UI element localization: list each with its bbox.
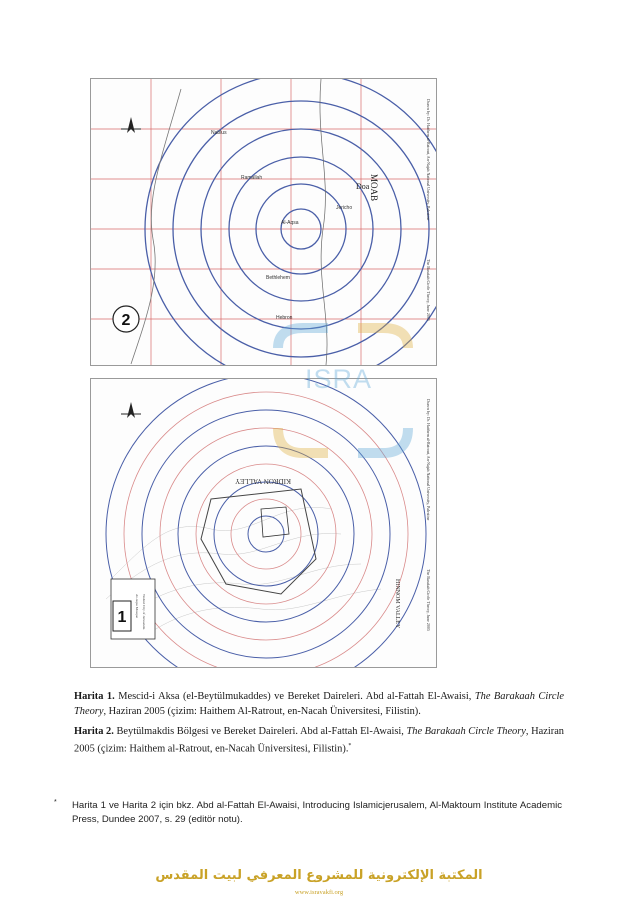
caption-text: Beytülmakdis Bölgesi ve Bereket Daireleri. Abd al-Fattah El-Awaisi, bbox=[113, 726, 407, 737]
map-1-number: 1 bbox=[117, 609, 127, 626]
map-2-label: Jericho bbox=[336, 205, 353, 211]
footnote-marker: * bbox=[348, 743, 352, 749]
caption-text: Mescid-i Aksa (el-Beytülmukaddes) ve Bereket Daireleri. Abd al-Fattah El-Awaisi, bbox=[114, 691, 475, 702]
map-2-label: Al-Aqsa bbox=[281, 220, 299, 226]
map-2-side-label: Drawn by: Dr. Haithem al-Ratrout, An-Najah National University, Palestine bbox=[426, 99, 431, 221]
caption-label: Harita 1. bbox=[74, 691, 115, 702]
map-2-label: Nablus bbox=[211, 130, 227, 136]
map-1-legend-item: Al-Aqsa Mosque bbox=[135, 594, 139, 619]
north-arrow-icon bbox=[121, 117, 141, 133]
north-arrow-icon bbox=[121, 402, 141, 418]
map-1-bottom-label: The Barakah Circle Theory, June 2005 bbox=[426, 569, 431, 631]
map-1-legend-item: Walled City of Jerusalem bbox=[142, 594, 146, 630]
caption-title: The Barakaah Circle Theory bbox=[74, 691, 564, 717]
map-2-label: Hebron bbox=[276, 315, 293, 321]
footnote-text: Harita 1 ve Harita 2 için bkz. Abd al-Fattah El-Awaisi, Introducing Islamicjerusalem, Al-Maktoum Institute Academic Press, Dundee 2007, s. 29 (editör notu). bbox=[72, 800, 562, 825]
footer-url-link[interactable]: www.isravakfi.org bbox=[294, 889, 344, 896]
caption-label: Harita 2. bbox=[74, 726, 114, 737]
map-2-bottom-label: The Barakah Circle Theory, June 2005 bbox=[426, 259, 431, 321]
caption-tail: , Haziran 2005 (çizim: Haithem Al-Ratrout, en-Nacah Üniversitesi, Filistin). bbox=[103, 706, 421, 717]
caption-tail: , Haziran 2005 (çizim: Haithem al-Ratrout, en-Nacah Üniversitesi, Filistin). bbox=[74, 726, 564, 755]
map-1-label-kidron: KIDRON VALLEY bbox=[235, 477, 291, 485]
map-2-label: Doa bbox=[356, 182, 370, 191]
footer-library-title: المكتبة الإلكترونية للمشروع المعرفي لبيت المقدس bbox=[155, 868, 483, 883]
caption-map-2 bbox=[74, 724, 564, 756]
footnote bbox=[54, 799, 562, 827]
isra-watermark bbox=[258, 318, 428, 468]
map-2-number: 2 bbox=[121, 312, 131, 329]
map-1-side-label: Drawn by: Dr. Haithem al-Ratrout, An-Najah National University, Palestine bbox=[426, 399, 431, 521]
map-2-label: Ramallah bbox=[241, 175, 263, 181]
caption-title: The Barakaah Circle Theory bbox=[406, 726, 526, 737]
map-1-label-hinnom: HINNOM VALLEY bbox=[394, 579, 400, 629]
map-2-label-moab: MOAB bbox=[369, 174, 379, 202]
footnote-mark: * bbox=[54, 799, 57, 806]
caption-map-1 bbox=[74, 689, 564, 719]
map-2-label: Bethlehem bbox=[266, 275, 290, 281]
watermark-text: ISRA bbox=[305, 364, 373, 394]
